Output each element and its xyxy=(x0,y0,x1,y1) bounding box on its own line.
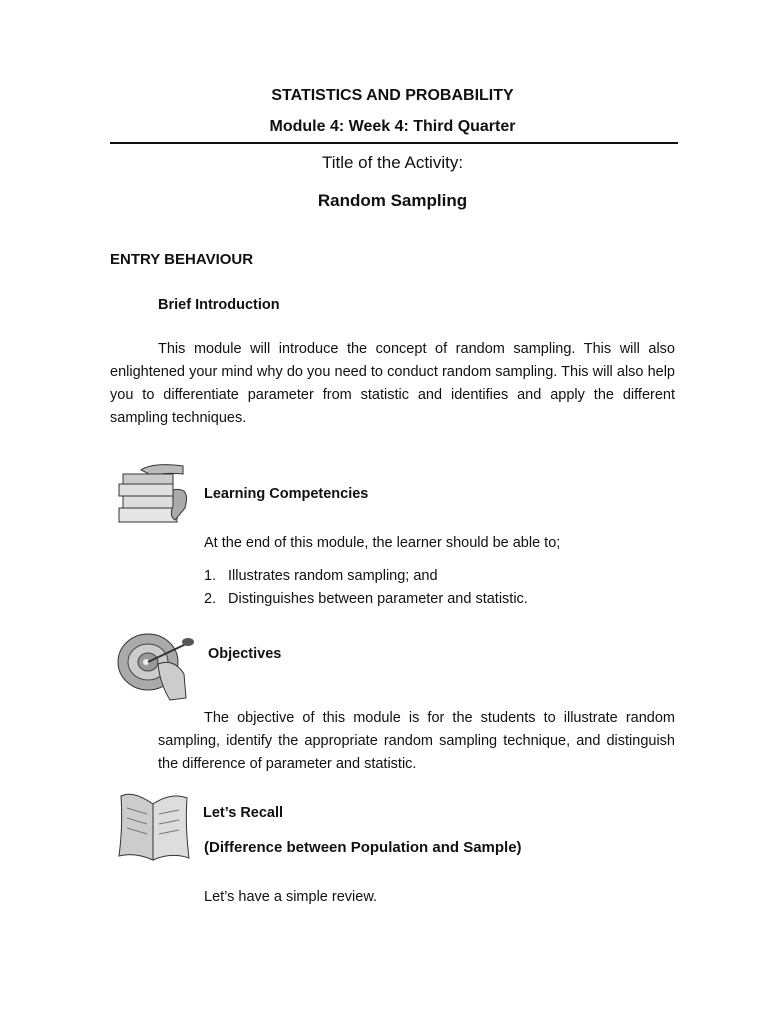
intro-paragraph: This module will introduce the concept of random sampling. This will also enlightened your mind why do you need to conduct random sampling. This will also help you to differentiate parameter from statistic and identifies and apply the different sampling techniques. xyxy=(110,341,675,426)
objectives-paragraph: The objective of this module is for the students to illustrate random sampling, identify the appropriate random sampling technique, and distinguish the difference of parameter and statistic. xyxy=(158,710,675,772)
lets-recall-heading: Let’s Recall xyxy=(203,805,284,821)
competency-number-1: 1. xyxy=(204,568,217,584)
entry-behaviour-heading: ENTRY BEHAVIOUR xyxy=(110,251,254,268)
module-line: Module 4: Week 4: Third Quarter xyxy=(269,118,516,135)
brief-introduction-heading: Brief Introduction xyxy=(158,297,280,313)
activity-title: Random Sampling xyxy=(317,191,468,210)
books-icon xyxy=(113,460,191,532)
open-book-icon xyxy=(113,786,193,868)
competency-number-2: 2. xyxy=(204,591,217,607)
competencies-lead: At the end of this module, the learner should be able to; xyxy=(204,535,561,551)
competency-item-1: Illustrates random sampling; and xyxy=(228,568,438,584)
header-rule xyxy=(110,142,678,144)
activity-label: Title of the Activity: xyxy=(321,153,464,172)
recall-text: Let’s have a simple review. xyxy=(204,889,378,905)
recall-subheading: (Difference between Population and Sample) xyxy=(204,839,522,856)
learning-competencies-heading: Learning Competencies xyxy=(204,486,369,502)
objectives-heading: Objectives xyxy=(208,646,282,662)
competency-item-2: Distinguishes between parameter and statistic. xyxy=(228,591,528,607)
target-icon xyxy=(114,628,200,704)
subject-title: STATISTICS AND PROBABILITY xyxy=(271,87,514,104)
